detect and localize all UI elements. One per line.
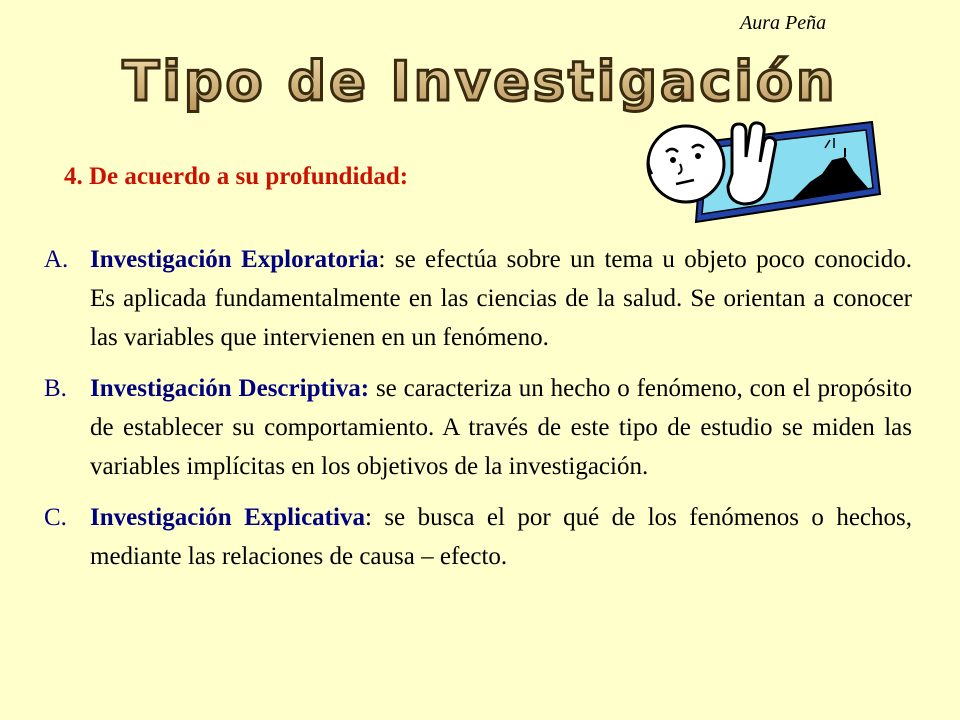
research-types-list (44, 240, 912, 576)
item-letter: A. (44, 246, 69, 273)
item-term: Investigación Descriptiva: (90, 375, 370, 402)
item-term: Investigación Explicativa (90, 504, 365, 531)
section-subtitle: 4. De acuerdo a su profundidad: (64, 163, 409, 190)
slide-title-text: Tipo de Investigación (122, 50, 838, 113)
item-description (90, 369, 912, 486)
item-letter: B. (44, 375, 67, 402)
list-item (44, 240, 912, 357)
item-term: Investigación Exploratoria (90, 246, 379, 273)
list-item (44, 369, 912, 486)
item-description (90, 240, 912, 357)
confused-face-with-painting-icon (640, 112, 885, 232)
item-text: : se busca el por qué de los fenómenos o hechos, mediante las relaciones de causa – efecto. (90, 504, 913, 570)
item-text: : se efectúa sobre un tema u objeto poco conocido. Es aplicada fundamentalmente en las ciencias de la salud. Se orientan a conocer las variables que intervienen en un fenómeno. (90, 246, 912, 351)
list-item (44, 498, 912, 576)
item-text: se caracteriza un hecho o fenómeno, con el propósito de establecer su comportamiento. A través de este tipo de estudio se miden las variables implícitas en los objetivos de la investigación. (90, 375, 912, 480)
item-letter: C. (44, 504, 67, 531)
author-name: Aura Peña (740, 12, 827, 34)
item-description (90, 498, 912, 576)
slide-title (60, 48, 900, 118)
